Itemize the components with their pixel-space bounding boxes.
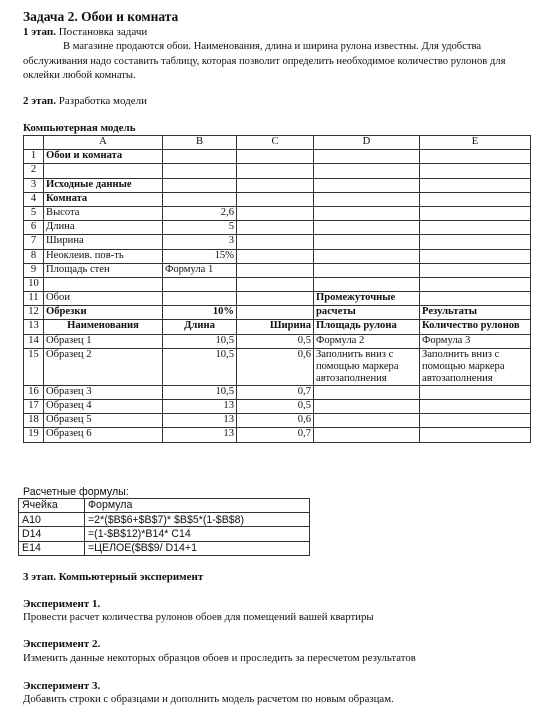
cell-a: Высота — [44, 206, 163, 220]
experiment-1-text: Провести расчет количества рулонов обоев для помещений вашей квартиры — [23, 611, 374, 623]
formulas-header-cell: Ячейка — [19, 499, 85, 513]
table-row — [24, 221, 531, 235]
cell-d: Формула 2 — [314, 334, 420, 348]
cell-a: Образец 1 — [44, 334, 163, 348]
cell-e — [420, 221, 531, 235]
cell-d — [314, 277, 420, 291]
cell-b: 15% — [163, 249, 237, 263]
formulas-table — [18, 498, 310, 556]
cell-c — [237, 192, 314, 206]
row-number: 9 — [24, 263, 44, 277]
cell-e — [420, 164, 531, 178]
cell-e: Количество рулонов — [420, 320, 531, 334]
experiment-3-text: Добавить строки с образцами и дополнить модель расчетом по новым образцам. — [23, 693, 394, 705]
stage2-text: Разработка модели — [58, 95, 148, 107]
stage2-heading — [23, 95, 147, 107]
row-number: 7 — [24, 235, 44, 249]
table-row — [24, 263, 531, 277]
row-number: 13 — [24, 320, 44, 334]
table-row — [24, 277, 531, 291]
cell-c: Ширина — [237, 320, 314, 334]
table-row — [24, 320, 531, 334]
computer-model-label: Компьютерная модель — [23, 122, 136, 134]
cell-a: Образец 2 — [44, 348, 163, 385]
cell-d — [314, 221, 420, 235]
cell-a — [44, 164, 163, 178]
formula-row — [19, 527, 310, 541]
cell-e — [420, 206, 531, 220]
table-row — [24, 178, 531, 192]
experiment-2-text: Изменить данные некоторых образцов обоев и проследить за пересчетом результатов — [23, 652, 416, 664]
stage3-heading: 3 этап. Компьютерный эксперимент — [23, 571, 204, 583]
cell-d — [314, 164, 420, 178]
cell-a — [44, 277, 163, 291]
table-row — [24, 164, 531, 178]
stage1-heading — [23, 26, 147, 38]
formula-cell-ref: E14 — [19, 541, 85, 555]
cell-c: 0,5 — [237, 334, 314, 348]
cell-c — [237, 178, 314, 192]
cell-a: Наименования — [44, 320, 163, 334]
cell-d — [314, 385, 420, 399]
cell-a: Образец 3 — [44, 385, 163, 399]
cell-b — [163, 192, 237, 206]
cell-b — [163, 277, 237, 291]
cell-a: Обои и комната — [44, 150, 163, 164]
row-number: 6 — [24, 221, 44, 235]
col-header-b: B — [163, 136, 237, 150]
cell-c — [237, 221, 314, 235]
row-number: 3 — [24, 178, 44, 192]
cell-e — [420, 235, 531, 249]
cell-d: Площадь рулона — [314, 320, 420, 334]
cell-b: 10% — [163, 306, 237, 320]
table-row — [24, 400, 531, 414]
cell-e — [420, 385, 531, 399]
cell-b: 10,5 — [163, 385, 237, 399]
cell-b: 13 — [163, 428, 237, 442]
cell-a: Образец 4 — [44, 400, 163, 414]
row-number: 18 — [24, 414, 44, 428]
stage2-label: 2 этап. — [23, 95, 56, 107]
cell-d — [314, 249, 420, 263]
corner-cell — [24, 136, 44, 150]
row-number: 16 — [24, 385, 44, 399]
cell-b: Формула 1 — [163, 263, 237, 277]
col-header-e: E — [420, 136, 531, 150]
table-row — [24, 206, 531, 220]
cell-e — [420, 249, 531, 263]
cell-b — [163, 150, 237, 164]
table-row — [24, 414, 531, 428]
table-row — [24, 192, 531, 206]
cell-b — [163, 178, 237, 192]
formula-row — [19, 541, 310, 555]
cell-d: расчеты — [314, 306, 420, 320]
table-row — [24, 306, 531, 320]
cell-c — [237, 235, 314, 249]
formula-text: =2*($B$6+$B$7)* $B$5*(1-$B$8) — [85, 513, 310, 527]
table-row — [24, 428, 531, 442]
experiment-3-title: Эксперимент 3. — [23, 680, 101, 692]
cell-b: 5 — [163, 221, 237, 235]
cell-d — [314, 206, 420, 220]
cell-c — [237, 249, 314, 263]
row-number: 4 — [24, 192, 44, 206]
formulas-header-row — [19, 499, 310, 513]
formula-row — [19, 513, 310, 527]
cell-c — [237, 164, 314, 178]
cell-a: Неоклеив. пов-ть — [44, 249, 163, 263]
row-number: 10 — [24, 277, 44, 291]
cell-a: Обрезки — [44, 306, 163, 320]
cell-e — [420, 292, 531, 306]
row-number: 12 — [24, 306, 44, 320]
col-header-d: D — [314, 136, 420, 150]
cell-e — [420, 414, 531, 428]
cell-c: 0,7 — [237, 428, 314, 442]
cell-e — [420, 178, 531, 192]
formula-text: =ЦЕЛОЕ($B$9/ D14+1 — [85, 541, 310, 555]
cell-b — [163, 164, 237, 178]
table-row — [24, 334, 531, 348]
row-number: 11 — [24, 292, 44, 306]
table-row — [24, 292, 531, 306]
formulas-label: Расчетные формулы: — [23, 486, 129, 498]
cell-c — [237, 306, 314, 320]
cell-b: 10,5 — [163, 334, 237, 348]
col-header-a: A — [44, 136, 163, 150]
cell-d — [314, 263, 420, 277]
cell-c — [237, 277, 314, 291]
row-number: 5 — [24, 206, 44, 220]
cell-c — [237, 263, 314, 277]
cell-d — [314, 414, 420, 428]
table-row — [24, 385, 531, 399]
cell-e: Заполнить вниз с помощью маркера автозаполнения — [420, 348, 531, 385]
cell-a: Ширина — [44, 235, 163, 249]
col-header-c: C — [237, 136, 314, 150]
cell-c: 0,7 — [237, 385, 314, 399]
cell-d — [314, 178, 420, 192]
cell-e — [420, 263, 531, 277]
experiment-1-title: Эксперимент 1. — [23, 598, 101, 610]
formula-text: =(1-$B$12)*B14* C14 — [85, 527, 310, 541]
cell-a: Комната — [44, 192, 163, 206]
spreadsheet-model — [23, 135, 531, 443]
cell-a: Площадь стен — [44, 263, 163, 277]
cell-e — [420, 428, 531, 442]
cell-b — [163, 292, 237, 306]
cell-e — [420, 150, 531, 164]
table-row — [24, 150, 531, 164]
cell-c — [237, 150, 314, 164]
cell-d — [314, 150, 420, 164]
table-row — [24, 249, 531, 263]
cell-a: Исходные данные — [44, 178, 163, 192]
cell-b: 10,5 — [163, 348, 237, 385]
cell-b: 3 — [163, 235, 237, 249]
task-title: Задача 2. Обои и комната — [23, 9, 179, 24]
cell-d: Заполнить вниз с помощью маркера автозаполнения — [314, 348, 420, 385]
cell-a: Длина — [44, 221, 163, 235]
cell-b: 2,6 — [163, 206, 237, 220]
cell-d — [314, 192, 420, 206]
stage1-label: 1 этап. — [23, 26, 56, 38]
cell-b: 13 — [163, 400, 237, 414]
row-number: 15 — [24, 348, 44, 385]
row-number: 2 — [24, 164, 44, 178]
column-header-row — [24, 136, 531, 150]
row-number: 14 — [24, 334, 44, 348]
formula-cell-ref: D14 — [19, 527, 85, 541]
cell-d — [314, 235, 420, 249]
table-row — [24, 235, 531, 249]
experiment-2-title: Эксперимент 2. — [23, 638, 101, 650]
row-number: 19 — [24, 428, 44, 442]
row-number: 1 — [24, 150, 44, 164]
cell-e: Формула 3 — [420, 334, 531, 348]
cell-d: Промежуточные — [314, 292, 420, 306]
cell-b: 13 — [163, 414, 237, 428]
stage1-text: Постановка задачи — [58, 26, 148, 38]
cell-c — [237, 206, 314, 220]
cell-c: 0,5 — [237, 400, 314, 414]
problem-statement: В магазине продаются обои. Наименования, длина и ширина рулона известны. Для удобства обслуживания надо составить таблицу, которая позволит определить необходимое количество рулонов для оклейки любой комнаты. — [23, 41, 506, 82]
cell-a: Обои — [44, 292, 163, 306]
cell-c: 0,6 — [237, 348, 314, 385]
cell-e — [420, 400, 531, 414]
formula-cell-ref: A10 — [19, 513, 85, 527]
cell-e — [420, 192, 531, 206]
table-row — [24, 348, 531, 385]
cell-d — [314, 428, 420, 442]
cell-d — [314, 400, 420, 414]
cell-a: Образец 6 — [44, 428, 163, 442]
cell-b: Длина — [163, 320, 237, 334]
cell-e: Результаты — [420, 306, 531, 320]
row-number: 8 — [24, 249, 44, 263]
row-number: 17 — [24, 400, 44, 414]
cell-c: 0,6 — [237, 414, 314, 428]
formulas-header-formula: Формула — [85, 499, 310, 513]
cell-c — [237, 292, 314, 306]
cell-e — [420, 277, 531, 291]
cell-a: Образец 5 — [44, 414, 163, 428]
